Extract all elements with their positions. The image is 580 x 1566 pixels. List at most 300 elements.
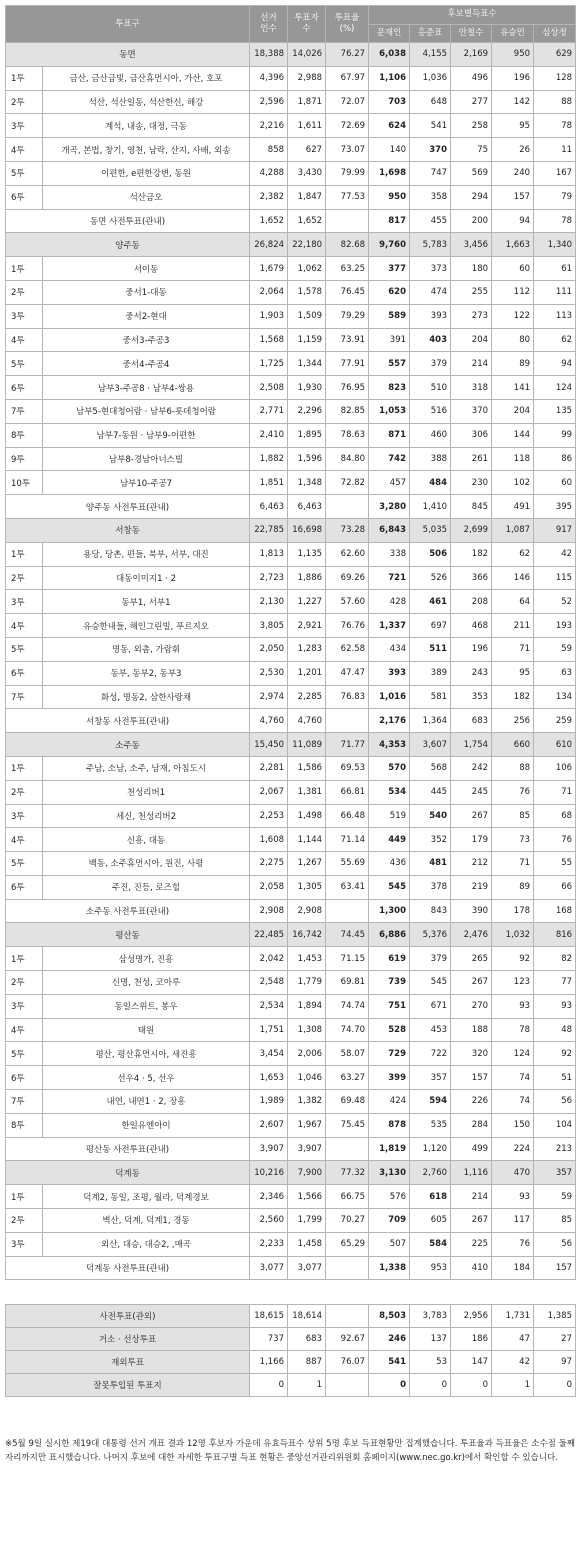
voters-count: 1,847 <box>288 185 326 209</box>
precinct-number: 8투 <box>6 1113 43 1137</box>
turnout-rate <box>326 209 369 233</box>
vote-count: 193 <box>534 614 576 638</box>
vote-count: 75 <box>451 138 492 162</box>
vote-count: 26 <box>492 138 534 162</box>
vote-count: 9,760 <box>369 233 410 257</box>
vote-count: 338 <box>369 542 410 566</box>
vote-count: 4,155 <box>410 43 451 67</box>
early-voting-name: 서창동 사전투표(관내) <box>6 709 250 733</box>
turnout-rate: 74.74 <box>326 994 369 1018</box>
header-candidate: 유승민 <box>492 24 534 43</box>
electors-count: 1,813 <box>250 542 288 566</box>
vote-count: 0 <box>534 1374 576 1397</box>
turnout-rate: 71.15 <box>326 947 369 971</box>
precinct-row <box>6 280 576 304</box>
vote-count: 449 <box>369 828 410 852</box>
vote-count: 94 <box>492 209 534 233</box>
precinct-row <box>6 471 576 495</box>
voters-count: 1,283 <box>288 637 326 661</box>
precinct-number: 6투 <box>6 1066 43 1090</box>
vote-count: 61 <box>534 257 576 281</box>
vote-count: 1,120 <box>410 1137 451 1161</box>
voters-count: 3,907 <box>288 1137 326 1161</box>
vote-count: 74 <box>492 1066 534 1090</box>
precinct-row <box>6 1066 576 1090</box>
precinct-name: 신명, 천성, 코아루 <box>43 971 250 995</box>
voters-count: 1,046 <box>288 1066 326 1090</box>
vote-count: 1,364 <box>410 709 451 733</box>
vote-count: 78 <box>534 114 576 138</box>
header-candidate: 안철수 <box>451 24 492 43</box>
voters-count: 1,967 <box>288 1113 326 1137</box>
vote-count: 123 <box>492 971 534 995</box>
precinct-row <box>6 90 576 114</box>
vote-count: 2,956 <box>451 1305 492 1328</box>
precinct-number: 2투 <box>6 90 43 114</box>
precinct-row <box>6 1042 576 1066</box>
precinct-name: 계석, 내송, 대정, 극동 <box>43 114 250 138</box>
vote-count: 496 <box>451 66 492 90</box>
precinct-number: 6투 <box>6 185 43 209</box>
vote-count: 92 <box>534 1042 576 1066</box>
turnout-rate: 82.68 <box>326 233 369 257</box>
voters-count: 3,430 <box>288 161 326 185</box>
vote-count: 589 <box>369 304 410 328</box>
turnout-rate: 76.95 <box>326 376 369 400</box>
turnout-rate: 58.07 <box>326 1042 369 1066</box>
vote-count: 208 <box>451 590 492 614</box>
vote-count: 610 <box>534 733 576 757</box>
precinct-number: 2투 <box>6 971 43 995</box>
turnout-rate: 47.47 <box>326 661 369 685</box>
vote-count: 507 <box>369 1232 410 1256</box>
precinct-number: 5투 <box>6 852 43 876</box>
vote-count: 85 <box>534 1209 576 1233</box>
vote-count: 516 <box>410 399 451 423</box>
vote-count: 77 <box>534 971 576 995</box>
vote-count: 541 <box>369 1351 410 1374</box>
vote-count: 390 <box>451 899 492 923</box>
turnout-rate: 76.45 <box>326 280 369 304</box>
vote-count: 395 <box>534 495 576 519</box>
electors-count: 2,130 <box>250 590 288 614</box>
voters-count: 4,760 <box>288 709 326 733</box>
early-voting-row <box>6 1137 576 1161</box>
precinct-name: 동부1, 서부1 <box>43 590 250 614</box>
vote-count: 379 <box>410 947 451 971</box>
vote-count: 56 <box>534 1232 576 1256</box>
electors-count: 1,653 <box>250 1066 288 1090</box>
summary-name: 잘못투입된 투표지 <box>6 1374 250 1397</box>
vote-count: 953 <box>410 1256 451 1280</box>
vote-count: 62 <box>534 328 576 352</box>
electors-count: 3,077 <box>250 1256 288 1280</box>
header-electors: 선거 인수 <box>250 6 288 43</box>
precinct-name: 외산, 대승, 대승2, ,매곡 <box>43 1232 250 1256</box>
vote-count: 63 <box>534 661 576 685</box>
vote-count: 3,280 <box>369 495 410 519</box>
summary-body <box>6 1305 576 1397</box>
early-voting-name: 동면 사전투표(관내) <box>6 209 250 233</box>
vote-count: 878 <box>369 1113 410 1137</box>
precinct-name: 개곡, 본법, 창기, 영천, 남락, 산지, 사배, 외송 <box>43 138 250 162</box>
vote-count: 182 <box>451 542 492 566</box>
precinct-name: 평산, 평산휴먼시아, 새진흥 <box>43 1042 250 1066</box>
turnout-rate: 73.91 <box>326 328 369 352</box>
voters-count: 2,908 <box>288 899 326 923</box>
turnout-rate: 72.07 <box>326 90 369 114</box>
electors-count: 3,907 <box>250 1137 288 1161</box>
voters-count: 22,180 <box>288 233 326 257</box>
turnout-rate: 73.07 <box>326 138 369 162</box>
vote-count: 66 <box>534 875 576 899</box>
electors-count: 2,058 <box>250 875 288 899</box>
voters-count: 14,026 <box>288 43 326 67</box>
early-voting-name: 소주동 사전투표(관내) <box>6 899 250 923</box>
vote-count: 211 <box>492 614 534 638</box>
electors-count: 2,253 <box>250 804 288 828</box>
voters-count: 1,509 <box>288 304 326 328</box>
vote-count: 470 <box>492 1161 534 1185</box>
vote-count: 491 <box>492 495 534 519</box>
vote-count: 86 <box>534 447 576 471</box>
voters-count: 16,698 <box>288 518 326 542</box>
electors-count: 1,751 <box>250 1018 288 1042</box>
precinct-row <box>6 376 576 400</box>
vote-count: 184 <box>492 1256 534 1280</box>
vote-count: 2,176 <box>369 709 410 733</box>
vote-count: 76 <box>492 1232 534 1256</box>
district-total-row <box>6 233 576 257</box>
electors-count: 3,454 <box>250 1042 288 1066</box>
turnout-rate: 84.80 <box>326 447 369 471</box>
vote-count: 1,338 <box>369 1256 410 1280</box>
early-voting-name: 평산동 사전투표(관내) <box>6 1137 250 1161</box>
vote-count: 817 <box>369 209 410 233</box>
vote-count: 511 <box>410 637 451 661</box>
vote-count: 267 <box>451 804 492 828</box>
precinct-number: 3투 <box>6 304 43 328</box>
precinct-name: 중서2-현대 <box>43 304 250 328</box>
vote-count: 68 <box>534 804 576 828</box>
vote-count: 468 <box>451 614 492 638</box>
precinct-number: 2투 <box>6 566 43 590</box>
vote-count: 245 <box>451 780 492 804</box>
electors-count: 1,679 <box>250 257 288 281</box>
electors-count: 10,216 <box>250 1161 288 1185</box>
precinct-number: 1투 <box>6 756 43 780</box>
vote-count: 277 <box>451 90 492 114</box>
vote-count: 1,663 <box>492 233 534 257</box>
vote-count: 51 <box>534 1066 576 1090</box>
electors-count: 1,903 <box>250 304 288 328</box>
precinct-number: 7투 <box>6 399 43 423</box>
electors-count: 2,530 <box>250 661 288 685</box>
voters-count: 1,886 <box>288 566 326 590</box>
turnout-rate: 73.28 <box>326 518 369 542</box>
vote-count: 455 <box>410 209 451 233</box>
vote-count: 60 <box>492 257 534 281</box>
turnout-rate: 75.45 <box>326 1113 369 1137</box>
precinct-number: 1투 <box>6 66 43 90</box>
vote-count: 1,053 <box>369 399 410 423</box>
turnout-rate: 74.70 <box>326 1018 369 1042</box>
district-name: 서창동 <box>6 518 250 542</box>
vote-count: 845 <box>451 495 492 519</box>
precinct-row <box>6 614 576 638</box>
turnout-rate: 79.99 <box>326 161 369 185</box>
vote-count: 59 <box>534 637 576 661</box>
district-total-row <box>6 733 576 757</box>
vote-count: 62 <box>492 542 534 566</box>
vote-count: 76 <box>492 780 534 804</box>
vote-count: 180 <box>451 257 492 281</box>
precinct-number: 8투 <box>6 423 43 447</box>
precinct-number: 7투 <box>6 685 43 709</box>
electors-count: 2,723 <box>250 566 288 590</box>
early-voting-row <box>6 899 576 923</box>
electors-count: 2,064 <box>250 280 288 304</box>
vote-count: 128 <box>534 66 576 90</box>
precinct-name: 금산, 금산금빛, 금산휴먼시아, 가산, 호포 <box>43 66 250 90</box>
precinct-row <box>6 637 576 661</box>
turnout-rate: 79.29 <box>326 304 369 328</box>
precinct-number: 3투 <box>6 804 43 828</box>
vote-count: 370 <box>410 138 451 162</box>
voters-count: 16,742 <box>288 923 326 947</box>
vote-count: 434 <box>369 637 410 661</box>
vote-count: 389 <box>410 661 451 685</box>
vote-count: 576 <box>369 1185 410 1209</box>
vote-count: 55 <box>534 852 576 876</box>
vote-count: 584 <box>410 1232 451 1256</box>
precinct-number: 3투 <box>6 994 43 1018</box>
vote-count: 246 <box>369 1328 410 1351</box>
vote-count: 618 <box>410 1185 451 1209</box>
vote-count: 74 <box>492 1090 534 1114</box>
vote-count: 265 <box>451 947 492 971</box>
voters-count: 1,895 <box>288 423 326 447</box>
electors-count: 1,166 <box>250 1351 288 1374</box>
precinct-row <box>6 804 576 828</box>
precinct-row <box>6 257 576 281</box>
voters-count: 1,586 <box>288 756 326 780</box>
precinct-row <box>6 423 576 447</box>
voters-count: 1,566 <box>288 1185 326 1209</box>
vote-count: 3,456 <box>451 233 492 257</box>
electors-count: 0 <box>250 1374 288 1397</box>
turnout-rate: 69.53 <box>326 756 369 780</box>
vote-count: 5,035 <box>410 518 451 542</box>
precinct-row <box>6 1209 576 1233</box>
vote-count: 157 <box>451 1066 492 1090</box>
voters-count: 1,578 <box>288 280 326 304</box>
vote-count: 106 <box>534 756 576 780</box>
vote-count: 1,032 <box>492 923 534 947</box>
vote-count: 605 <box>410 1209 451 1233</box>
vote-count: 115 <box>534 566 576 590</box>
vote-count: 428 <box>369 590 410 614</box>
precinct-name: 동부, 동부2, 동부3 <box>43 661 250 685</box>
precinct-name: 신흥, 대동 <box>43 828 250 852</box>
district-name: 평산동 <box>6 923 250 947</box>
electors-count: 1,851 <box>250 471 288 495</box>
vote-count: 484 <box>410 471 451 495</box>
vote-count: 78 <box>534 209 576 233</box>
electors-count: 2,050 <box>250 637 288 661</box>
vote-count: 318 <box>451 376 492 400</box>
vote-count: 843 <box>410 899 451 923</box>
vote-count: 357 <box>410 1066 451 1090</box>
turnout-rate: 63.25 <box>326 257 369 281</box>
precinct-number: 1투 <box>6 1185 43 1209</box>
voters-count: 1,381 <box>288 780 326 804</box>
voters-count: 1,611 <box>288 114 326 138</box>
vote-count: 545 <box>369 875 410 899</box>
vote-count: 240 <box>492 161 534 185</box>
electors-count: 2,908 <box>250 899 288 923</box>
turnout-rate: 76.83 <box>326 685 369 709</box>
electors-count: 1,725 <box>250 352 288 376</box>
vote-count: 226 <box>451 1090 492 1114</box>
precinct-row <box>6 138 576 162</box>
turnout-rate: 66.75 <box>326 1185 369 1209</box>
vote-count: 168 <box>534 899 576 923</box>
turnout-rate: 66.81 <box>326 780 369 804</box>
precinct-row <box>6 875 576 899</box>
electors-count: 2,508 <box>250 376 288 400</box>
voters-count: 1,779 <box>288 971 326 995</box>
vote-count: 6,038 <box>369 43 410 67</box>
precinct-row <box>6 161 576 185</box>
voters-count: 1,227 <box>288 590 326 614</box>
voters-count: 1,144 <box>288 828 326 852</box>
precinct-row <box>6 685 576 709</box>
electors-count: 1,989 <box>250 1090 288 1114</box>
summary-row <box>6 1351 576 1374</box>
district-total-row <box>6 43 576 67</box>
voters-count: 1,201 <box>288 661 326 685</box>
turnout-rate: 63.41 <box>326 875 369 899</box>
vote-count: 481 <box>410 852 451 876</box>
vote-count: 79 <box>534 185 576 209</box>
precinct-number: 1투 <box>6 947 43 971</box>
precinct-name: 주진, 진등, 로즈힐 <box>43 875 250 899</box>
vote-count: 4,353 <box>369 733 410 757</box>
precinct-row <box>6 447 576 471</box>
turnout-rate: 65.29 <box>326 1232 369 1256</box>
vote-count: 52 <box>534 590 576 614</box>
precinct-number: 6투 <box>6 376 43 400</box>
precinct-name: 남부7-동원 · 남부9-이편한 <box>43 423 250 447</box>
vote-count: 47 <box>492 1328 534 1351</box>
vote-count: 534 <box>369 780 410 804</box>
precinct-number: 2투 <box>6 1209 43 1233</box>
vote-count: 255 <box>451 280 492 304</box>
turnout-rate: 76.07 <box>326 1351 369 1374</box>
vote-count: 88 <box>534 90 576 114</box>
precinct-row <box>6 542 576 566</box>
voters-count: 1,652 <box>288 209 326 233</box>
precinct-name: 남부8-경남아너스빌 <box>43 447 250 471</box>
vote-count: 214 <box>451 352 492 376</box>
vote-count: 27 <box>534 1328 576 1351</box>
vote-count: 56 <box>534 1090 576 1114</box>
vote-count: 92 <box>492 947 534 971</box>
precinct-row <box>6 994 576 1018</box>
voters-count: 887 <box>288 1351 326 1374</box>
vote-count: 186 <box>451 1328 492 1351</box>
vote-count: 82 <box>534 947 576 971</box>
turnout-rate: 72.82 <box>326 471 369 495</box>
precinct-name: 한일유엔아이 <box>43 1113 250 1137</box>
turnout-rate <box>326 1137 369 1161</box>
vote-count: 112 <box>492 280 534 304</box>
precinct-number: 6투 <box>6 661 43 685</box>
precinct-row <box>6 185 576 209</box>
voters-count: 6,463 <box>288 495 326 519</box>
vote-count: 1,116 <box>451 1161 492 1185</box>
vote-count: 196 <box>492 66 534 90</box>
electors-count: 1,568 <box>250 328 288 352</box>
precinct-number: 1투 <box>6 257 43 281</box>
voters-count: 3,077 <box>288 1256 326 1280</box>
precinct-row <box>6 590 576 614</box>
vote-count: 357 <box>534 1161 576 1185</box>
vote-count: 94 <box>534 352 576 376</box>
vote-count: 3,607 <box>410 733 451 757</box>
vote-count: 366 <box>451 566 492 590</box>
vote-count: 1,731 <box>492 1305 534 1328</box>
precinct-name: 중서4-주공4 <box>43 352 250 376</box>
precinct-number: 5투 <box>6 1042 43 1066</box>
summary-name: 거소 · 선상투표 <box>6 1328 250 1351</box>
voters-count: 1,348 <box>288 471 326 495</box>
vote-count: 391 <box>369 328 410 352</box>
voters-count: 1,871 <box>288 90 326 114</box>
vote-count: 2,476 <box>451 923 492 947</box>
electors-count: 3,805 <box>250 614 288 638</box>
vote-count: 823 <box>369 376 410 400</box>
vote-count: 150 <box>492 1113 534 1137</box>
vote-count: 167 <box>534 161 576 185</box>
early-voting-name: 양주동 사전투표(관내) <box>6 495 250 519</box>
turnout-rate <box>326 1305 369 1328</box>
vote-count: 436 <box>369 852 410 876</box>
vote-count: 294 <box>451 185 492 209</box>
precinct-number: 4투 <box>6 828 43 852</box>
precinct-row <box>6 661 576 685</box>
turnout-rate <box>326 1374 369 1397</box>
turnout-rate: 77.53 <box>326 185 369 209</box>
voters-count: 1,135 <box>288 542 326 566</box>
vote-count: 528 <box>369 1018 410 1042</box>
vote-count: 526 <box>410 566 451 590</box>
vote-count: 270 <box>451 994 492 1018</box>
precinct-number: 4투 <box>6 614 43 638</box>
electors-count: 2,560 <box>250 1209 288 1233</box>
vote-count: 147 <box>451 1351 492 1374</box>
precinct-row <box>6 1090 576 1114</box>
vote-count: 64 <box>492 590 534 614</box>
turnout-rate <box>326 709 369 733</box>
vote-count: 320 <box>451 1042 492 1066</box>
vote-count: 95 <box>492 114 534 138</box>
precinct-name: 선우4 · 5, 선우 <box>43 1066 250 1090</box>
vote-count: 373 <box>410 257 451 281</box>
electors-count: 2,216 <box>250 114 288 138</box>
vote-count: 722 <box>410 1042 451 1066</box>
